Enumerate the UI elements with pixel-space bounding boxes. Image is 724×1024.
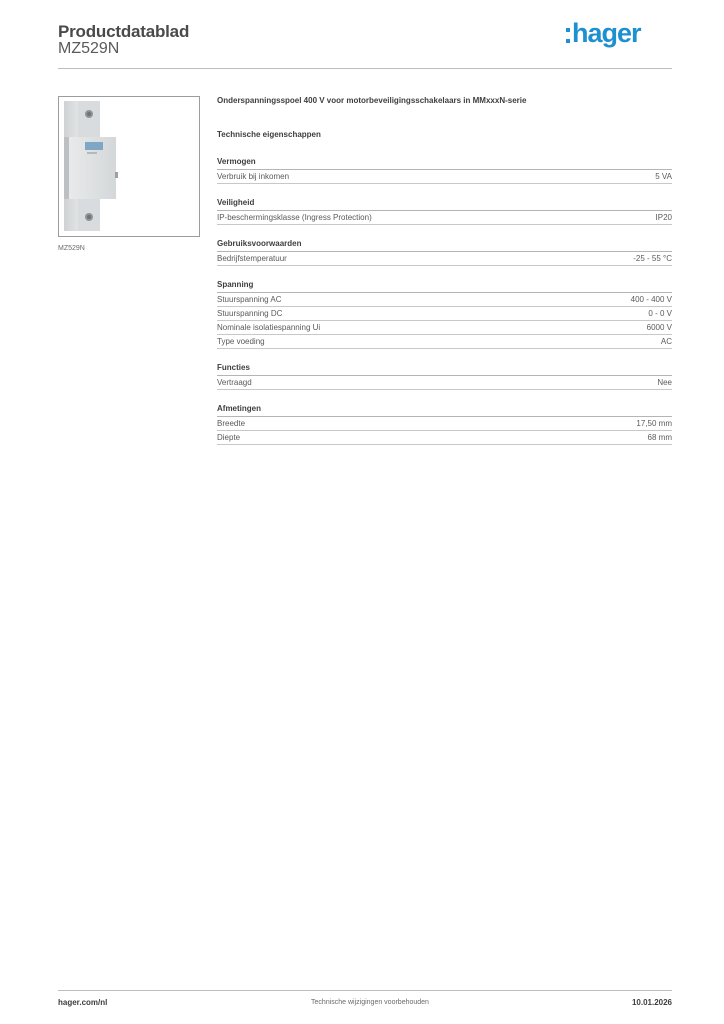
spec-group-title: Afmetingen <box>217 404 672 417</box>
spec-label: IP-beschermingsklasse (Ingress Protection) <box>217 213 372 222</box>
spec-row <box>217 431 672 445</box>
spec-label: Type voeding <box>217 337 265 346</box>
spec-group-title: Spanning <box>217 280 672 293</box>
spec-row <box>217 252 672 266</box>
spec-label: Vertraagd <box>217 378 252 387</box>
spec-label: Diepte <box>217 433 241 442</box>
spec-row <box>217 170 672 184</box>
spec-value: AC <box>660 337 672 346</box>
spec-label: Stuurspanning AC <box>217 295 282 304</box>
spec-group <box>217 157 672 184</box>
spec-row <box>217 376 672 390</box>
spec-row <box>217 417 672 431</box>
product-content <box>217 96 672 445</box>
spec-group-title: Functies <box>217 363 672 376</box>
spec-row <box>217 335 672 349</box>
spec-value: Nee <box>657 378 672 387</box>
spec-value: 400 - 400 V <box>630 295 672 304</box>
spec-group-title: Gebruiksvoorwaarden <box>217 239 672 252</box>
header-divider <box>58 68 672 69</box>
spec-group <box>217 198 672 225</box>
spec-value: 0 - 0 V <box>648 309 672 318</box>
spec-group-title: Veiligheid <box>217 198 672 211</box>
image-caption: MZ529N <box>58 245 85 252</box>
footer-website-link[interactable]: hager.com/nl <box>58 998 108 1007</box>
footer-divider <box>58 990 672 991</box>
specs-heading: Technische eigenschappen <box>217 130 321 139</box>
spec-group <box>217 280 672 349</box>
spec-row <box>217 293 672 307</box>
spec-row <box>217 307 672 321</box>
logo-text: hager <box>572 18 641 48</box>
spec-label: Verbruik bij inkomen <box>217 172 290 181</box>
spec-value: 17,50 mm <box>636 419 672 428</box>
spec-group-title: Vermogen <box>217 157 672 170</box>
page-title: Productdatablad <box>58 22 190 41</box>
spec-group <box>217 404 672 445</box>
spec-group <box>217 239 672 266</box>
spec-value: 5 VA <box>655 172 672 181</box>
spec-label: Breedte <box>217 419 246 428</box>
footer-date: 10.01.2026 <box>631 998 672 1007</box>
spec-label: Stuurspanning DC <box>217 309 283 318</box>
spec-value: 68 mm <box>647 433 672 442</box>
product-code: MZ529N <box>58 40 120 57</box>
product-image <box>59 97 199 236</box>
logo-colon-icon <box>566 28 570 43</box>
spec-label: Bedrijfstemperatuur <box>217 254 287 263</box>
spec-row <box>217 211 672 225</box>
spec-group <box>217 363 672 390</box>
footer-disclaimer: Technische wijzigingen voorbehouden <box>311 999 429 1006</box>
spec-value: 6000 V <box>646 323 672 332</box>
product-description: Onderspanningsspoel 400 V voor motorbeveiligingsschakelaars in MMxxxN-serie <box>217 96 527 105</box>
hager-logo <box>566 18 641 49</box>
spec-row <box>217 321 672 335</box>
spec-value: IP20 <box>655 213 672 222</box>
spec-label: Nominale isolatiespanning Ui <box>217 323 321 332</box>
product-image-frame <box>58 96 200 237</box>
spec-value: -25 - 55 °C <box>633 254 672 263</box>
